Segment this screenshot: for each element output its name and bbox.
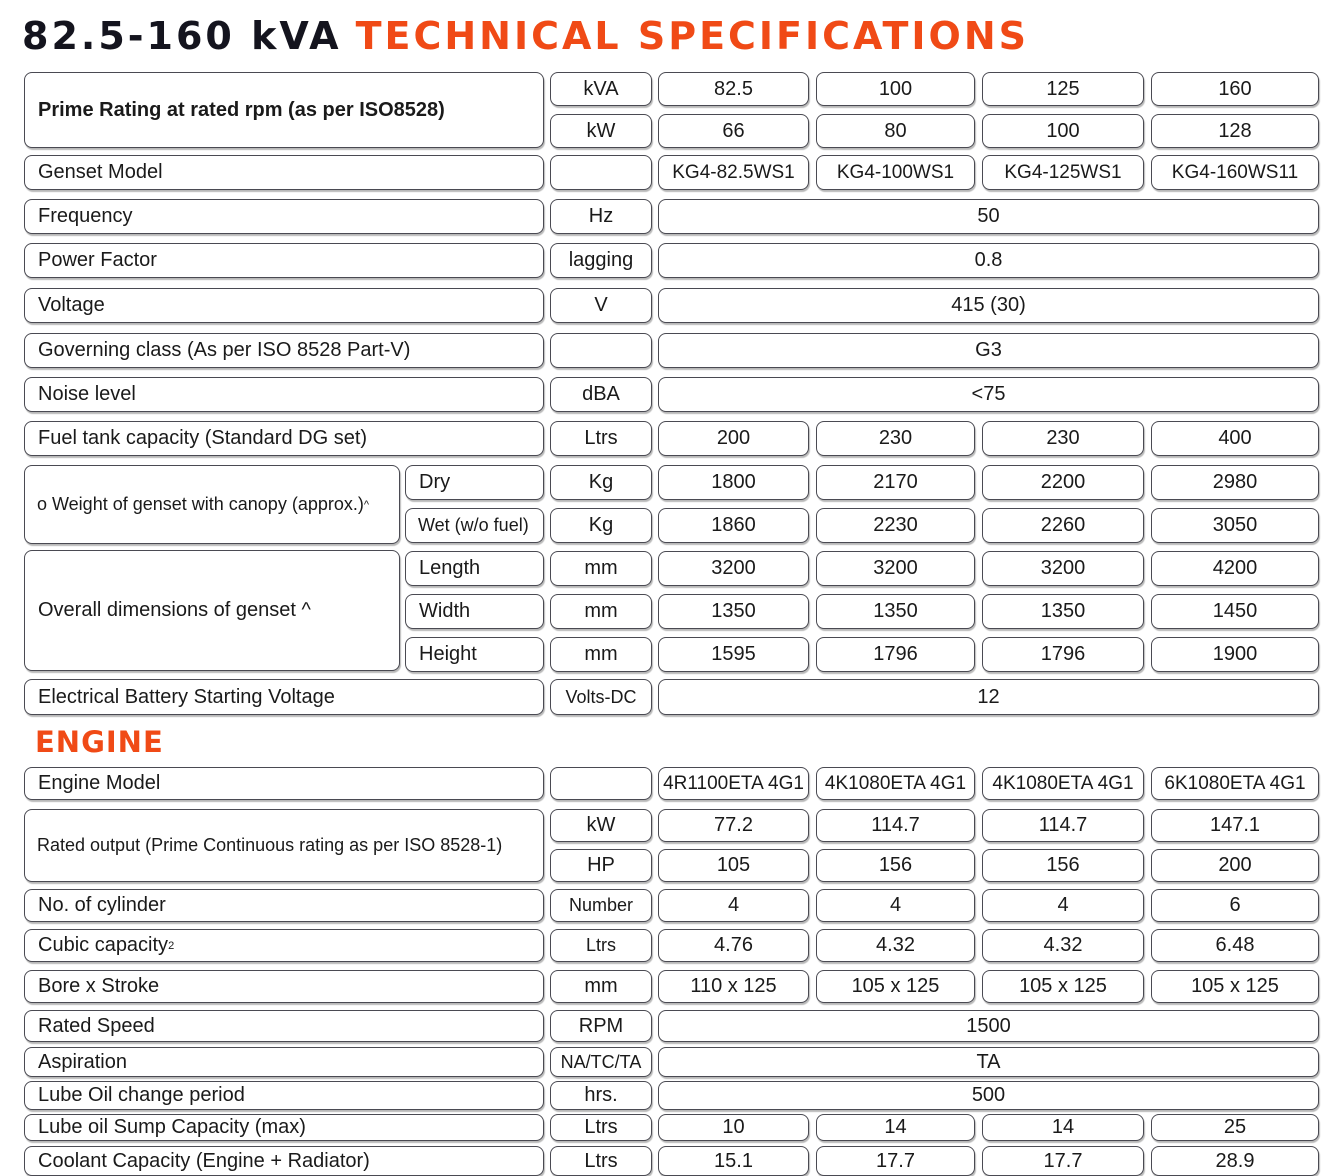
- dimensions-label-text: Overall dimensions of genset ^: [38, 599, 311, 621]
- fuel-tank-row-label: [24, 421, 544, 456]
- prime-rating-kva-col3: [982, 72, 1144, 106]
- lube-sump-row-col2-text: 14: [884, 1116, 907, 1138]
- cubic-capacity-row-col4: [1151, 929, 1319, 962]
- dimensions-width-row-col2-text: 1350: [873, 600, 918, 622]
- weight-wet-row-label-text: Wet (w/o fuel): [418, 515, 529, 535]
- weight-dry-row-col1-text: 1800: [711, 471, 756, 493]
- dimensions-width-row-col3-text: 1350: [1040, 600, 1086, 622]
- lube-sump-row-unit-text: Ltrs: [584, 1116, 618, 1138]
- frequency-row-value: [658, 199, 1319, 234]
- weight-dry-row-col3: [982, 465, 1144, 500]
- fuel-tank-row-col3-text: 230: [1046, 427, 1080, 449]
- coolant-row-col2-text: 17.7: [876, 1149, 915, 1172]
- prime-rating-label: [24, 72, 544, 148]
- rated-output-kw-col1: [658, 809, 809, 842]
- weight-dry-row-col4-text: 2980: [1212, 471, 1258, 493]
- fuel-tank-row-col2: [816, 421, 975, 456]
- weight-label-text: o Weight of genset with canopy (approx.): [37, 494, 364, 514]
- dimensions-width-row-col2: [816, 594, 975, 629]
- prime-rating-kw-col3: [982, 114, 1144, 148]
- power-factor-row-label: [24, 243, 544, 278]
- engine-model-row-col4-text: 6K1080ETA 4G1: [1164, 772, 1306, 794]
- genset-model-row-col3: [982, 155, 1144, 190]
- power-factor-row-unit-text: lagging: [568, 249, 634, 271]
- cubic-capacity-row-unit-text: Ltrs: [585, 935, 616, 955]
- rated-output-hp-col2: [816, 849, 975, 882]
- dimensions-height-row-unit: [550, 637, 652, 672]
- cylinders-row-col1: [658, 889, 809, 922]
- rated-output-label: [24, 809, 544, 882]
- rated-output-hp-col4-text: 200: [1218, 854, 1252, 876]
- dimensions-height-row-col1: [658, 637, 809, 672]
- weight-dry-row-col3-text: 2200: [1040, 471, 1086, 493]
- prime-rating-kva-col1: [658, 72, 809, 106]
- rated-speed-row-label: [24, 1010, 544, 1042]
- dimensions-length-row-col4-text: 4200: [1212, 557, 1258, 579]
- aspiration-row-label-text: Aspiration: [38, 1050, 127, 1073]
- engine-model-row-unit: [550, 767, 652, 800]
- engine-model-row-col4: [1151, 767, 1319, 800]
- noise-level-row-label: [24, 377, 544, 412]
- dimensions-length-row-col3: [982, 551, 1144, 586]
- coolant-row-col4-text: 28.9: [1215, 1149, 1255, 1172]
- cubic-capacity-row-col1: [658, 929, 809, 962]
- lube-change-row-unit-text: hrs.: [584, 1084, 618, 1106]
- dimensions-width-row-unit-text: mm: [584, 600, 618, 622]
- coolant-row-unit: [550, 1146, 652, 1176]
- lube-change-row-label: [24, 1081, 544, 1110]
- lube-change-row-value-text: 500: [971, 1084, 1006, 1106]
- dimensions-length-row-label: [405, 551, 544, 586]
- dimensions-length-row-col1-text: 3200: [711, 557, 756, 579]
- fuel-tank-row-col4: [1151, 421, 1319, 456]
- prime-rating-kva-col4: [1151, 72, 1319, 106]
- battery-voltage-row-unit-text: Volts-DC: [565, 686, 637, 707]
- rated-speed-row-unit: [550, 1010, 652, 1042]
- prime-rating-label-text: Prime Rating at rated rpm (as per ISO8528): [38, 98, 445, 121]
- weight-dry-row-label: [405, 465, 544, 500]
- dimensions-height-row-col2-text: 1796: [873, 643, 918, 665]
- coolant-row-label: [24, 1146, 544, 1176]
- noise-level-row-value: [658, 377, 1319, 412]
- rated-output-kw-col4: [1151, 809, 1319, 842]
- cylinders-row-col1-text: 4: [727, 894, 740, 916]
- governing-class-row-value: [658, 333, 1319, 368]
- section-title-engine: ENGINE: [35, 725, 164, 759]
- lube-sump-row-col4-text: 25: [1223, 1116, 1247, 1138]
- rated-output-hp-col1-text: 105: [716, 854, 751, 876]
- rated-speed-row-label-text: Rated Speed: [38, 1014, 155, 1037]
- battery-voltage-row-value-text: 12: [977, 685, 1000, 708]
- power-factor-row-value: [658, 243, 1319, 278]
- cylinders-row-col3: [982, 889, 1144, 922]
- voltage-row-unit: [550, 288, 652, 323]
- engine-model-row-col2-text: 4K1080ETA 4G1: [824, 772, 967, 794]
- rated-output-kw-col3: [982, 809, 1144, 842]
- dimensions-length-row-col1: [658, 551, 809, 586]
- genset-model-row-label-text: Genset Model: [38, 161, 163, 183]
- bore-stroke-row-col2-text: 105 x 125: [851, 975, 940, 997]
- weight-wet-row-col3-text: 2260: [1040, 514, 1086, 536]
- heading-title: TECHNICAL SPECIFICATIONS: [355, 14, 1030, 58]
- heading-range: 82.5-160 kVA: [22, 14, 342, 58]
- lube-sump-row-label-text: Lube oil Sump Capacity (max): [38, 1116, 306, 1138]
- engine-model-row-col2: [816, 767, 975, 800]
- weight-wet-row-label: [405, 508, 544, 543]
- voltage-row-label-text: Voltage: [38, 294, 105, 316]
- frequency-row-value-text: 50: [977, 205, 1000, 227]
- voltage-row-label: [24, 288, 544, 323]
- bore-stroke-row-unit: [550, 970, 652, 1003]
- coolant-row-col4: [1151, 1146, 1319, 1176]
- weight-wet-row-col2: [816, 508, 975, 543]
- prime-rating-kw-col1: [658, 114, 809, 148]
- page-heading: [22, 12, 1029, 60]
- rated-output-kw-unit-text: kW: [586, 814, 616, 836]
- lube-change-row-label-text: Lube Oil change period: [38, 1084, 245, 1106]
- cubic-capacity-row-label-text: Cubic capacity: [38, 934, 169, 956]
- genset-model-row-col1-text: KG4-82.5WS1: [672, 161, 795, 183]
- aspiration-row-unit: [550, 1047, 652, 1077]
- cubic-capacity-row-label: Cubic capacity 2: [24, 929, 544, 962]
- cylinders-row-unit-text: Number: [568, 895, 634, 915]
- coolant-row-label-text: Coolant Capacity (Engine + Radiator): [38, 1149, 370, 1172]
- prime-rating-kva-col2: [816, 72, 975, 106]
- coolant-row-col3-text: 17.7: [1043, 1149, 1083, 1172]
- weight-wet-row-col1: [658, 508, 809, 543]
- aspiration-row-label: [24, 1047, 544, 1077]
- weight-wet-row-col2-text: 2230: [873, 514, 918, 536]
- governing-class-row-unit: [550, 333, 652, 368]
- rated-output-kw-unit: [550, 809, 652, 842]
- governing-class-row-label-text: Governing class (As per ISO 8528 Part-V): [38, 339, 411, 361]
- dimensions-height-row-label-text: Height: [419, 643, 477, 665]
- rated-output-kw-col2-text: 114.7: [871, 814, 920, 836]
- cubic-capacity-row-col2: [816, 929, 975, 962]
- battery-voltage-row-value: [658, 679, 1319, 715]
- weight-dry-row-col2-text: 2170: [873, 471, 918, 493]
- dimensions-height-row-col3-text: 1796: [1040, 643, 1086, 665]
- dimensions-height-row-unit-text: mm: [584, 643, 618, 665]
- genset-model-row-col4-text: KG4-160WS11: [1171, 161, 1299, 183]
- coolant-row-col3: [982, 1146, 1144, 1176]
- cubic-capacity-row-col3-text: 4.32: [1043, 934, 1083, 956]
- rated-speed-row-value: [658, 1010, 1319, 1042]
- dimensions-height-row-col2: [816, 637, 975, 672]
- battery-voltage-row-label-text: Electrical Battery Starting Voltage: [38, 685, 335, 708]
- engine-model-row-col3: [982, 767, 1144, 800]
- dimensions-width-row-col3: [982, 594, 1144, 629]
- prime-rating-kva-col3-text: 125: [1046, 77, 1080, 100]
- aspiration-row-value: [658, 1047, 1319, 1077]
- weight-wet-row-col3: [982, 508, 1144, 543]
- weight-dry-row-col2: [816, 465, 975, 500]
- dimensions-width-row-col4: [1151, 594, 1319, 629]
- prime-rating-kw-col4-text: 128: [1218, 119, 1252, 142]
- dimensions-width-row-col1: [658, 594, 809, 629]
- rated-speed-row-unit-text: RPM: [578, 1014, 624, 1037]
- rated-output-hp-col4: [1151, 849, 1319, 882]
- weight-wet-row-col1-text: 1860: [711, 514, 756, 536]
- cylinders-row-label-text: No. of cylinder: [38, 894, 166, 916]
- prime-rating-kva-unit: [550, 72, 652, 106]
- bore-stroke-row-label-text: Bore x Stroke: [38, 975, 160, 997]
- fuel-tank-row-label-text: Fuel tank capacity (Standard DG set): [38, 427, 368, 449]
- cylinders-row-col4: [1151, 889, 1319, 922]
- bore-stroke-row-label: [24, 970, 544, 1003]
- bore-stroke-row-col3-text: 105 x 125: [1019, 975, 1107, 997]
- rated-output-kw-col4-text: 147.1: [1209, 814, 1261, 836]
- dimensions-width-row-label: [405, 594, 544, 629]
- dimensions-length-row-col2-text: 3200: [873, 557, 918, 579]
- rated-output-hp-col1: [658, 849, 809, 882]
- governing-class-row-value-text: G3: [975, 339, 1002, 361]
- dimensions-height-row-col3: [982, 637, 1144, 672]
- coolant-row-col1: [658, 1146, 809, 1176]
- frequency-row-label: [24, 199, 544, 234]
- genset-model-row-col4: [1151, 155, 1319, 190]
- frequency-row-unit: [550, 199, 652, 234]
- bore-stroke-row-unit-text: mm: [584, 975, 618, 997]
- weight-wet-row-unit-text: Kg: [588, 514, 614, 536]
- prime-rating-kva-col4-text: 160: [1218, 77, 1252, 100]
- prime-rating-kw-unit: [550, 114, 652, 148]
- rated-output-hp-unit-text: HP: [587, 854, 615, 876]
- fuel-tank-row-unit-text: Ltrs: [584, 427, 618, 449]
- governing-class-row-label: [24, 333, 544, 368]
- noise-level-row-value-text: <75: [971, 383, 1006, 405]
- dimensions-label: [24, 550, 400, 671]
- coolant-row-col2: [816, 1146, 975, 1176]
- rated-output-hp-col3: [982, 849, 1144, 882]
- dimensions-length-row-unit-text: mm: [584, 557, 618, 579]
- frequency-row-label-text: Frequency: [38, 205, 133, 227]
- weight-wet-row-col4-text: 3050: [1212, 514, 1258, 536]
- voltage-row-unit-text: V: [594, 294, 608, 316]
- rated-output-kw-col1-text: 77.2: [714, 814, 753, 836]
- fuel-tank-row-unit: [550, 421, 652, 456]
- bore-stroke-row-col4-text: 105 x 125: [1191, 975, 1279, 997]
- lube-sump-row-unit: [550, 1114, 652, 1141]
- fuel-tank-row-col2-text: 230: [878, 427, 913, 449]
- lube-sump-row-label: [24, 1114, 544, 1141]
- fuel-tank-row-col1-text: 200: [716, 427, 751, 449]
- coolant-row-unit-text: Ltrs: [584, 1149, 618, 1172]
- frequency-row-unit-text: Hz: [588, 205, 614, 227]
- rated-output-hp-col3-text: 156: [1046, 854, 1080, 876]
- cubic-capacity-row-col1-text: 4.76: [714, 934, 753, 956]
- coolant-row-col1-text: 15.1: [714, 1149, 753, 1172]
- dimensions-width-row-col1-text: 1350: [711, 600, 756, 622]
- lube-sump-row-col3-text: 14: [1051, 1116, 1075, 1138]
- weight-label: o Weight of genset with canopy (approx.) ^: [24, 465, 400, 544]
- power-factor-row-label-text: Power Factor: [38, 249, 157, 271]
- engine-model-row-label-text: Engine Model: [38, 772, 161, 794]
- prime-rating-kva-unit-text: kVA: [583, 77, 619, 100]
- lube-sump-row-col1: [658, 1114, 809, 1141]
- power-factor-row-value-text: 0.8: [974, 249, 1003, 271]
- engine-model-row-col3-text: 4K1080ETA 4G1: [992, 772, 1134, 794]
- genset-model-row-unit: [550, 155, 652, 190]
- weight-dry-row-col4: [1151, 465, 1319, 500]
- dimensions-height-row-col4-text: 1900: [1212, 643, 1258, 665]
- prime-rating-kva-col1-text: 82.5: [714, 77, 753, 100]
- dimensions-length-row-label-text: Length: [419, 557, 481, 579]
- cylinders-row-col2: [816, 889, 975, 922]
- noise-level-row-unit-text: dBA: [582, 383, 620, 405]
- dimensions-width-row-unit: [550, 594, 652, 629]
- genset-model-row-col3-text: KG4-125WS1: [1004, 161, 1122, 183]
- genset-model-row-col2-text: KG4-100WS1: [836, 161, 955, 183]
- weight-wet-row-col4: [1151, 508, 1319, 543]
- cubic-capacity-row-col4-text: 6.48: [1215, 934, 1255, 956]
- dimensions-length-row-unit: [550, 551, 652, 586]
- engine-model-row-col1: [658, 767, 809, 800]
- rated-output-hp-unit: [550, 849, 652, 882]
- cubic-capacity-row-unit: [550, 929, 652, 962]
- cylinders-row-col3-text: 4: [1057, 894, 1069, 916]
- prime-rating-kw-col2: [816, 114, 975, 148]
- cubic-capacity-row-col2-text: 4.32: [876, 934, 915, 956]
- prime-rating-kva-col2-text: 100: [878, 77, 913, 100]
- dimensions-height-row-col1-text: 1595: [711, 643, 756, 665]
- cylinders-row-label: [24, 889, 544, 922]
- aspiration-row-value-text: TA: [976, 1050, 1001, 1073]
- dimensions-width-row-label-text: Width: [419, 600, 471, 622]
- voltage-row-value: [658, 288, 1319, 323]
- bore-stroke-row-col3: [982, 970, 1144, 1003]
- genset-model-row-col1: [658, 155, 809, 190]
- engine-model-row-label: [24, 767, 544, 800]
- dimensions-height-row-label: [405, 637, 544, 672]
- genset-model-row-col2: [816, 155, 975, 190]
- prime-rating-kw-col4: [1151, 114, 1319, 148]
- lube-sump-row-col1-text: 10: [722, 1116, 745, 1138]
- rated-output-kw-col3-text: 114.7: [1038, 814, 1088, 836]
- cubic-capacity-row-col3: [982, 929, 1144, 962]
- lube-sump-row-col3: [982, 1114, 1144, 1141]
- bore-stroke-row-col1-text: 110 x 125: [690, 975, 777, 997]
- fuel-tank-row-col4-text: 400: [1218, 427, 1252, 449]
- dimensions-length-row-col4: [1151, 551, 1319, 586]
- rated-output-kw-col2: [816, 809, 975, 842]
- weight-wet-row-unit: [550, 508, 652, 543]
- bore-stroke-row-col4: [1151, 970, 1319, 1003]
- lube-change-row-value: [658, 1081, 1319, 1110]
- engine-model-row-col1-text: 4R1100ETA 4G1: [663, 772, 804, 794]
- dimensions-length-row-col3-text: 3200: [1040, 557, 1086, 579]
- lube-sump-row-col4: [1151, 1114, 1319, 1141]
- noise-level-row-unit: [550, 377, 652, 412]
- lube-sump-row-col2: [816, 1114, 975, 1141]
- cylinders-row-unit: [550, 889, 652, 922]
- power-factor-row-unit: [550, 243, 652, 278]
- rated-speed-row-value-text: 1500: [966, 1014, 1011, 1037]
- noise-level-row-label-text: Noise level: [38, 383, 136, 405]
- bore-stroke-row-col1: [658, 970, 809, 1003]
- battery-voltage-row-label: [24, 679, 544, 715]
- weight-dry-row-unit: [550, 465, 652, 500]
- bore-stroke-row-col2: [816, 970, 975, 1003]
- prime-rating-kw-col1-text: 66: [722, 119, 745, 142]
- cylinders-row-col4-text: 6: [1229, 894, 1241, 916]
- rated-output-label-text: Rated output (Prime Continuous rating as per ISO 8528-1): [37, 835, 503, 855]
- genset-model-row-label: [24, 155, 544, 190]
- battery-voltage-row-unit: [550, 679, 652, 715]
- prime-rating-kw-unit-text: kW: [586, 119, 616, 142]
- dimensions-height-row-col4: [1151, 637, 1319, 672]
- dimensions-width-row-col4-text: 1450: [1212, 600, 1258, 622]
- voltage-row-value-text: 415 (30): [951, 294, 1026, 316]
- weight-dry-row-label-text: Dry: [419, 471, 451, 493]
- cylinders-row-col2-text: 4: [889, 894, 902, 916]
- dimensions-length-row-col2: [816, 551, 975, 586]
- prime-rating-kw-col2-text: 80: [884, 119, 907, 142]
- fuel-tank-row-col3: [982, 421, 1144, 456]
- weight-dry-row-col1: [658, 465, 809, 500]
- weight-dry-row-unit-text: Kg: [588, 471, 614, 493]
- fuel-tank-row-col1: [658, 421, 809, 456]
- lube-change-row-unit: [550, 1081, 652, 1110]
- aspiration-row-unit-text: NA/TC/TA: [560, 1051, 642, 1072]
- prime-rating-kw-col3-text: 100: [1046, 119, 1080, 142]
- rated-output-hp-col2-text: 156: [878, 854, 913, 876]
